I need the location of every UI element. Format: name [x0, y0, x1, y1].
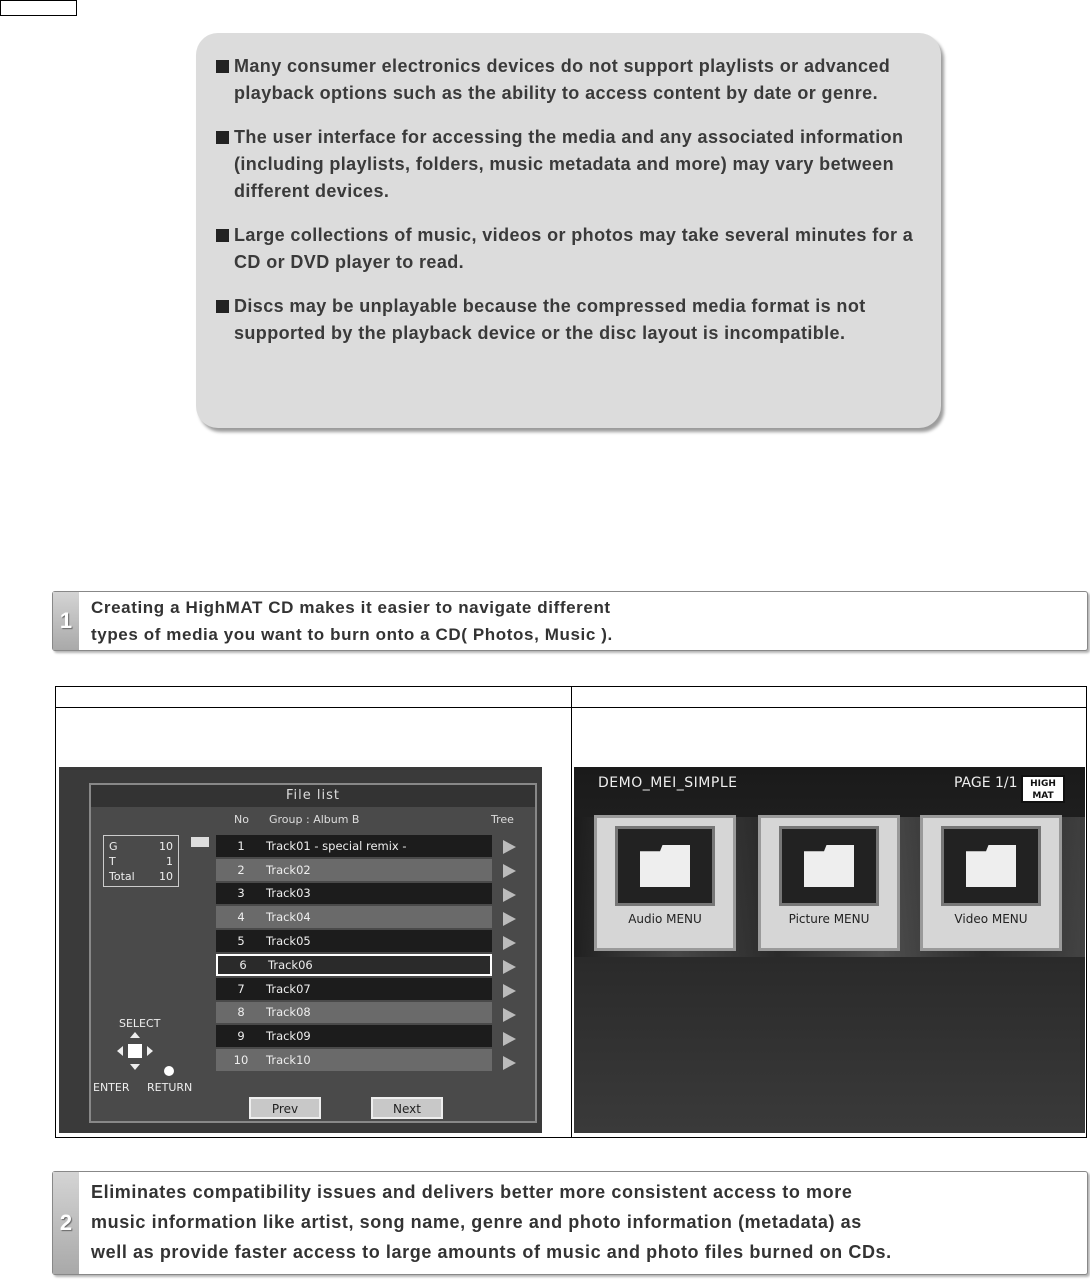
tree-arrow-icon[interactable]	[503, 912, 516, 926]
tree-arrow-icon[interactable]	[503, 936, 516, 950]
column-tree: Tree	[491, 813, 514, 826]
column-no: No	[234, 813, 249, 826]
bullet-square-icon	[216, 300, 229, 313]
track-row[interactable]: 2 Track02	[216, 859, 492, 881]
next-button[interactable]: Next	[371, 1097, 443, 1119]
tree-arrow-icon[interactable]	[503, 960, 516, 974]
banner-text: Creating a HighMAT CD makes it easier to navigate different types of media you want to burn onto a CD( Photos, Music ).	[91, 598, 613, 644]
highmat-logo: HIGH MAT	[1021, 775, 1065, 803]
file-list-frame	[89, 783, 537, 1123]
banner-number: 1	[53, 592, 79, 650]
note-item: Discs may be unplayable because the compressed media format is not supported by the playback device or the disc layout is incompatible.	[216, 293, 933, 347]
bullet-square-icon	[216, 229, 229, 242]
note-item: The user interface for accessing the media and any associated information (including playlists, folders, music metadata and more) may vary between different devices.	[216, 124, 933, 205]
tree-arrow-icon[interactable]	[503, 840, 516, 854]
dpad-icon	[113, 1030, 163, 1072]
track-row[interactable]: 9 Track09	[216, 1025, 492, 1047]
folder-icon	[941, 826, 1041, 906]
banner-text: Eliminates compatibility issues and delivers better more consistent access to more music information like artist, song name, genre and photo information (metadata) as well as provide faster access to large amounts of music and photo files burned on CDs.	[91, 1182, 892, 1262]
track-row[interactable]: 5 Track05	[216, 930, 492, 952]
track-list	[216, 835, 492, 1073]
picture-menu-tile[interactable]: Picture MENU	[758, 815, 900, 951]
track-row[interactable]: 3 Track03	[216, 883, 492, 905]
note-item: Many consumer electronics devices do not support playlists or advanced playback options such as the ability to access content by date or genre.	[216, 53, 933, 107]
tree-arrow-icon[interactable]	[503, 1008, 516, 1022]
banner-2	[52, 1171, 1088, 1275]
tree-arrow-icon[interactable]	[503, 888, 516, 902]
corner-box	[0, 0, 77, 16]
bullet-square-icon	[216, 131, 229, 144]
track-row-selected[interactable]: 6 Track06	[216, 954, 492, 976]
tree-arrow-icon[interactable]	[503, 864, 516, 878]
track-row[interactable]: 7 Track07	[216, 978, 492, 1000]
table-divider	[571, 687, 572, 1137]
banner-1	[52, 591, 1088, 651]
file-list-title: File list	[91, 785, 535, 807]
tree-arrow-icon[interactable]	[503, 1032, 516, 1046]
pointer-hand-icon	[191, 837, 209, 847]
track-row[interactable]: 1 Track01 - special remix -	[216, 835, 492, 857]
tree-arrow-icon[interactable]	[503, 1056, 516, 1070]
column-group: Group : Album B	[269, 813, 360, 826]
folder-icon	[779, 826, 879, 906]
track-row[interactable]: 4 Track04	[216, 906, 492, 928]
track-row[interactable]: 8 Track08	[216, 1002, 492, 1024]
track-row[interactable]: 10 Track10	[216, 1049, 492, 1071]
disc-title: DEMO_MEI_SIMPLE	[598, 775, 738, 791]
tree-arrow-icon[interactable]	[503, 984, 516, 998]
notes-panel	[196, 33, 941, 428]
page-indicator: PAGE 1/1	[954, 775, 1018, 791]
return-label: RETURN	[147, 1081, 193, 1094]
audio-menu-tile[interactable]: Audio MENU	[594, 815, 736, 951]
prev-button[interactable]: Prev	[249, 1097, 321, 1119]
select-label: SELECT	[119, 1017, 161, 1030]
group-count-box: G 10 T 1 Total 10	[103, 835, 179, 887]
folder-icon	[615, 826, 715, 906]
bullet-square-icon	[216, 60, 229, 73]
screenshots-table	[55, 686, 1087, 1138]
note-item: Large collections of music, videos or photos may take several minutes for a CD or DVD player to read.	[216, 222, 933, 276]
file-list-screen	[59, 767, 542, 1133]
return-dot-icon	[164, 1066, 174, 1076]
enter-label: ENTER	[93, 1081, 130, 1094]
highmat-menu-screen	[574, 767, 1085, 1133]
video-menu-tile[interactable]: Video MENU	[920, 815, 1062, 951]
banner-number: 2	[53, 1172, 79, 1274]
